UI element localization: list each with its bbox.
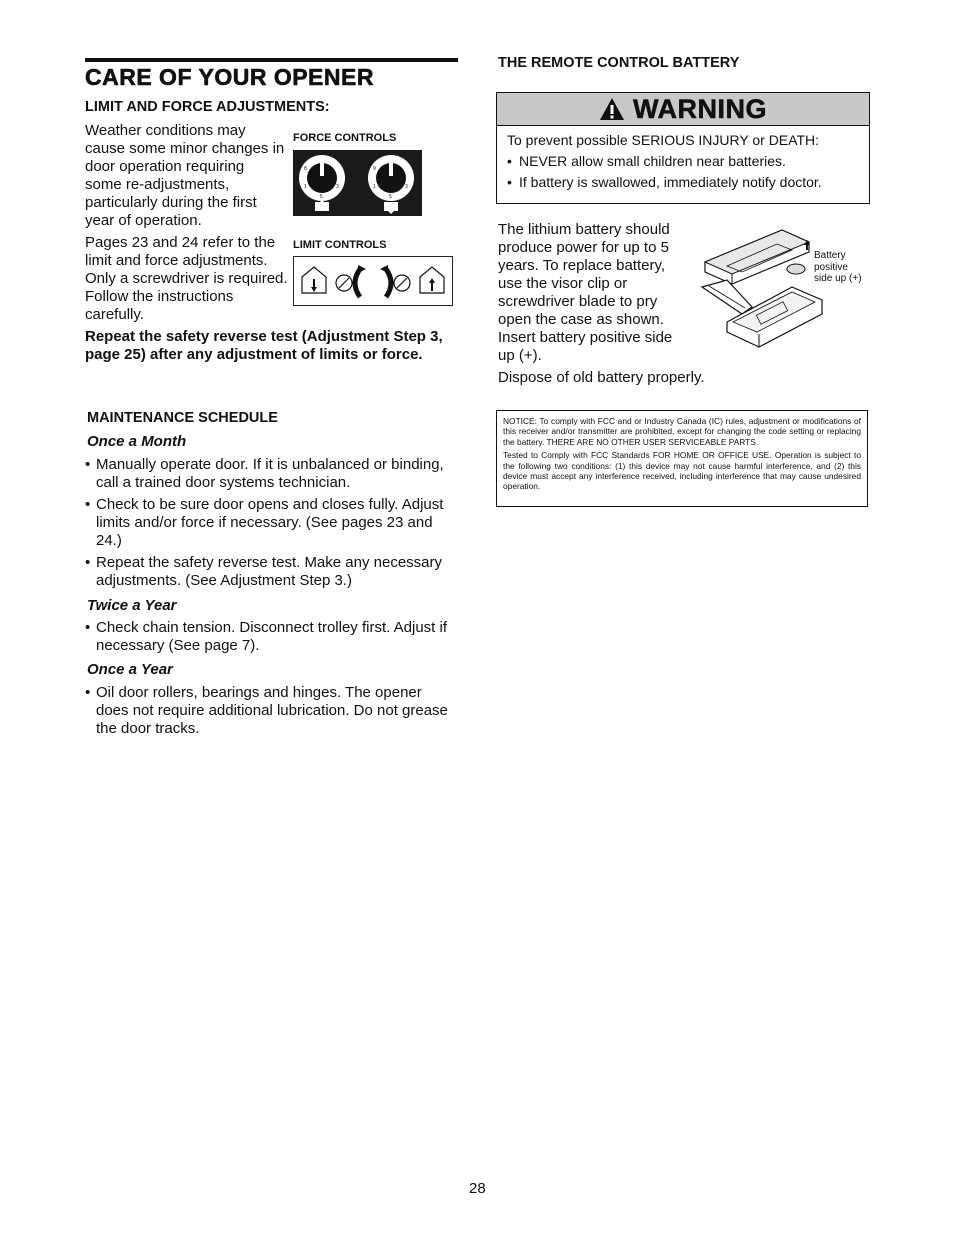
- limit-controls-label: LIMIT CONTROLS: [293, 239, 387, 251]
- warning-body: [497, 126, 869, 197]
- warning-item: • If battery is swallowed, immediately notify doctor.: [507, 172, 859, 193]
- safety-reverse-note: Repeat the safety reverse test (Adjustment Step 3, page 25) after any adjustment of limits or force.: [85, 328, 443, 363]
- fcc-notice-box: [496, 410, 868, 507]
- warning-header: [497, 93, 869, 126]
- title-rule: [85, 58, 458, 62]
- limit-controls-illustration: [293, 256, 453, 306]
- svg-text:5: 5: [320, 194, 323, 200]
- svg-text:3: 3: [336, 184, 339, 190]
- page-number: 28: [469, 1180, 486, 1197]
- force-controls-label: FORCE CONTROLS: [293, 132, 397, 144]
- dispose-paragraph: Dispose of old battery properly.: [498, 369, 705, 386]
- list-item: • Oil door rollers, bearings and hinges. The opener does not require additional lubrication. Do not grease the door tracks.: [85, 684, 457, 738]
- page-title: CARE OF YOUR OPENER: [85, 64, 374, 90]
- svg-text:5: 5: [389, 194, 392, 200]
- svg-text:9: 9: [373, 166, 376, 172]
- remote-battery-heading: THE REMOTE CONTROL BATTERY: [498, 55, 740, 71]
- battery-callout: Battery positive side up (+): [814, 250, 862, 284]
- once-a-month-heading: Once a Month: [87, 433, 187, 450]
- pages-paragraph: Pages 23 and 24 refer to the limit and force adjustments. Only a screwdriver is required. Follow the instructions carefully.: [85, 234, 288, 323]
- list-item: • Repeat the safety reverse test. Make any necessary adjustments. (See Adjustment Step 3.): [85, 554, 457, 590]
- once-a-year-list: [85, 684, 457, 742]
- limit-force-heading: LIMIT AND FORCE ADJUSTMENTS:: [85, 99, 330, 115]
- once-a-year-heading: Once a Year: [87, 661, 173, 678]
- twice-a-year-heading: Twice a Year: [87, 597, 177, 614]
- fcc-notice-text: NOTICE: To comply with FCC and or Industry Canada (IC) rules, adjustment or modifications of this receiver and/or transmitter are prohibited, except for changing the code setting or replacing the battery. THERE ARE NO OTHER USER SERVICEABLE PARTS.: [503, 416, 861, 447]
- warning-title: WARNING: [633, 93, 767, 124]
- warning-item: • NEVER allow small children near batteries.: [507, 151, 859, 172]
- force-controls-illustration: [293, 150, 422, 216]
- svg-text:1: 1: [373, 184, 376, 190]
- remote-battery-illustration: [697, 222, 867, 367]
- weather-paragraph: Weather conditions may cause some minor changes in door operation requiring some re-adjustments, particularly during the first year of operation.: [85, 122, 285, 229]
- list-item: • Check to be sure door opens and closes fully. Adjust limits and/or force if necessary. (See pages 23 and 24.): [85, 496, 457, 550]
- maintenance-heading: MAINTENANCE SCHEDULE: [87, 410, 278, 426]
- battery-paragraph: The lithium battery should produce power for up to 5 years. To replace battery, use the visor clip or screwdriver blade to pry open the case as shown. Insert battery positive side up (+).: [498, 221, 673, 364]
- svg-text:8: 8: [304, 166, 307, 172]
- list-item: • Check chain tension. Disconnect trolley first. Adjust if necessary (See page 7).: [85, 619, 457, 655]
- fcc-compliance-text: Tested to Comply with FCC Standards FOR HOME OR OFFICE USE. Operation is subject to the following two conditions: (1) this device may not cause harmful interference, and (2) this device must accept any interference received, including interference that may cause undesired operation.: [503, 450, 861, 492]
- svg-text:1: 1: [304, 184, 307, 190]
- warning-triangle-icon: [599, 97, 625, 121]
- warning-box: [496, 92, 870, 204]
- warning-lead: To prevent possible SERIOUS INJURY or DEATH:: [507, 132, 819, 148]
- once-a-month-list: [85, 456, 457, 594]
- svg-text:3: 3: [405, 184, 408, 190]
- twice-a-year-list: [85, 619, 457, 659]
- list-item: • Manually operate door. If it is unbalanced or binding, call a trained door systems technician.: [85, 456, 457, 492]
